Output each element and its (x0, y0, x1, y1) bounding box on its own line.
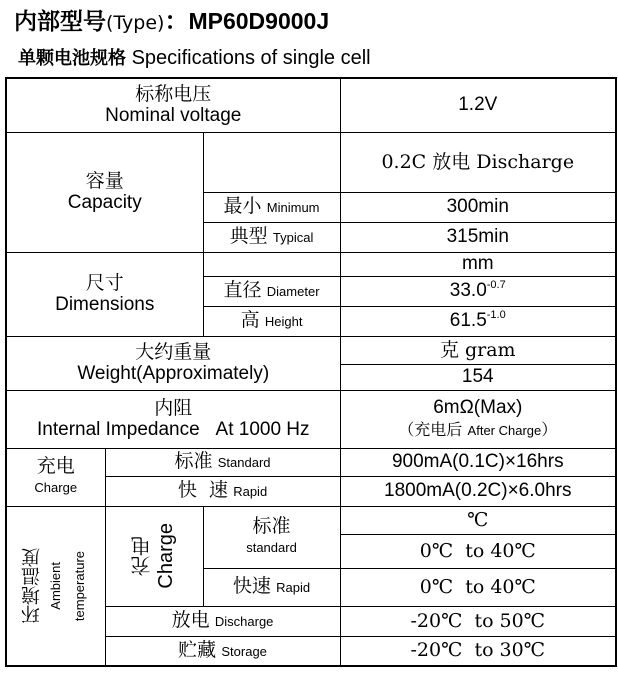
weight-unit-text: 克 gram (439, 338, 516, 361)
table-row (6, 336, 616, 364)
height-label (203, 306, 340, 336)
table-row (6, 78, 616, 132)
ambient-discharge-value-text: -20℃ to 50℃ (410, 609, 545, 632)
dimensions-unit: mm (340, 252, 616, 276)
impedance-value-cell (340, 390, 616, 448)
ambient-storage-label (105, 636, 340, 666)
dimensions-label (6, 252, 203, 336)
table-row (6, 390, 616, 448)
dimensions-en: Dimensions (55, 294, 155, 315)
weight-cn: 大约重量 (135, 341, 212, 363)
weight-unit (340, 336, 616, 364)
ambient-en1: Ambient (47, 561, 63, 610)
page-title (14, 4, 329, 38)
diameter-cn: 直径 (223, 279, 262, 301)
impedance-note-open: （充电后 (398, 419, 463, 439)
diameter-value: 33.0 (449, 280, 487, 301)
table-row (6, 448, 616, 476)
ambient-std-cn: 标准 (252, 515, 291, 537)
ambient-rapid-en: Rapid (276, 580, 311, 595)
charge-label (6, 448, 105, 506)
weight-label (6, 336, 340, 390)
capacity-typ-value: 315min (340, 222, 616, 252)
impedance-note-close: ） (541, 419, 558, 439)
ambient-en2: temperature (71, 550, 87, 621)
diameter-value-cell (340, 276, 616, 306)
ambient-std-label (203, 506, 340, 568)
ambient-storage-value-text: -20℃ to 30℃ (410, 639, 545, 662)
capacity-min-label (203, 192, 340, 222)
capacity-typ-cn: 典型 (229, 225, 268, 247)
charge-en: Charge (34, 480, 78, 495)
charge-std-en: Standard (217, 455, 271, 470)
capacity-cn: 容量 (85, 170, 124, 192)
ambient-charge-label (105, 506, 203, 606)
ambient-std-en: standard (246, 540, 297, 555)
capacity-min-value: 300min (340, 192, 616, 222)
charge-cn: 充电 (36, 455, 75, 477)
height-cn: 高 (240, 309, 260, 331)
capacity-blank (203, 132, 340, 192)
impedance-label (6, 390, 340, 448)
charge-std-value: 900mA(0.1C)×16hrs (340, 448, 616, 476)
height-en: Height (264, 314, 303, 329)
charge-rapid-en: Rapid (233, 484, 268, 499)
section-subtitle (18, 44, 371, 72)
weight-en: Weight(Approximately) (77, 363, 270, 384)
title-cn: 内部型号 (14, 8, 106, 35)
impedance-en: Internal Impedance (37, 419, 200, 440)
charge-rapid-value: 1800mA(0.2C)×6.0hrs (340, 476, 616, 506)
spec-table (5, 77, 617, 667)
dimensions-blank (203, 252, 340, 276)
impedance-en-line (7, 419, 340, 441)
impedance-cn: 内阻 (154, 397, 193, 419)
subtitle-cn: 单颗电池规格 (18, 48, 126, 69)
ambient-std-value (340, 534, 616, 568)
ambient-discharge-cn: 放电 (171, 609, 210, 631)
impedance-freq: At 1000 Hz (215, 419, 310, 440)
dimensions-cn: 尺寸 (85, 272, 124, 294)
ambient-cn: 环境温度 (20, 547, 43, 624)
charge-rapid-cn: 快 速 (177, 479, 228, 501)
ambient-rapid-value (340, 568, 616, 606)
capacity-typ-label (203, 222, 340, 252)
ambient-std-value-text: 0℃ to 40℃ (419, 539, 536, 562)
capacity-min-cn: 最小 (223, 195, 262, 217)
impedance-note (341, 419, 616, 442)
charge-std-cn: 标准 (174, 450, 213, 472)
title-colon: ： (164, 7, 189, 35)
ambient-storage-cn: 贮藏 (178, 638, 217, 661)
ambient-discharge-value (340, 606, 616, 636)
capacity-en: Capacity (67, 192, 142, 213)
capacity-discharge-text: 0.2C 放电 Discharge (381, 150, 575, 173)
charge-std-label (105, 448, 340, 476)
ambient-label-wrap (7, 548, 105, 624)
table-row (6, 132, 616, 192)
height-value: 61.5 (449, 310, 487, 331)
table-row (6, 252, 616, 276)
ambient-unit-text: ℃ (467, 508, 489, 531)
ambient-label (6, 506, 105, 666)
table-row (6, 506, 616, 534)
nominal-voltage-label (6, 78, 340, 132)
ambient-charge-cn: 充电 (130, 535, 154, 576)
capacity-label (6, 132, 203, 252)
impedance-note-en: After Charge (467, 422, 542, 438)
ambient-rapid-value-text: 0℃ to 40℃ (419, 575, 536, 598)
nominal-voltage-value: 1.2V (340, 78, 616, 132)
capacity-discharge-header (340, 132, 616, 192)
height-value-cell (340, 306, 616, 336)
height-tolerance: -1.0 (486, 309, 506, 321)
ambient-charge-en: Charge (155, 523, 177, 589)
subtitle-en: Specifications of single cell (131, 47, 371, 69)
ambient-charge-wrap (106, 523, 203, 589)
model-number: MP60D9000J (188, 8, 330, 34)
diameter-tolerance: -0.7 (486, 279, 506, 291)
capacity-min-en: Minimum (266, 200, 320, 215)
ambient-unit (340, 506, 616, 534)
ambient-rapid-cn: 快速 (232, 575, 271, 597)
ambient-rapid-label (203, 568, 340, 606)
nominal-voltage-cn: 标称电压 (135, 83, 212, 106)
ambient-discharge-en: Discharge (214, 614, 274, 629)
weight-value: 154 (340, 364, 616, 390)
charge-rapid-label (105, 476, 340, 506)
ambient-discharge-label (105, 606, 340, 636)
capacity-typ-en: Typical (272, 230, 314, 245)
nominal-voltage-en: Nominal voltage (105, 105, 242, 127)
diameter-label (203, 276, 340, 306)
ambient-storage-en: Storage (221, 643, 267, 659)
diameter-en: Diameter (266, 284, 320, 299)
title-type-label: (Type) (106, 12, 165, 34)
impedance-value: 6mΩ(Max) (433, 396, 523, 418)
ambient-storage-value (340, 636, 616, 666)
